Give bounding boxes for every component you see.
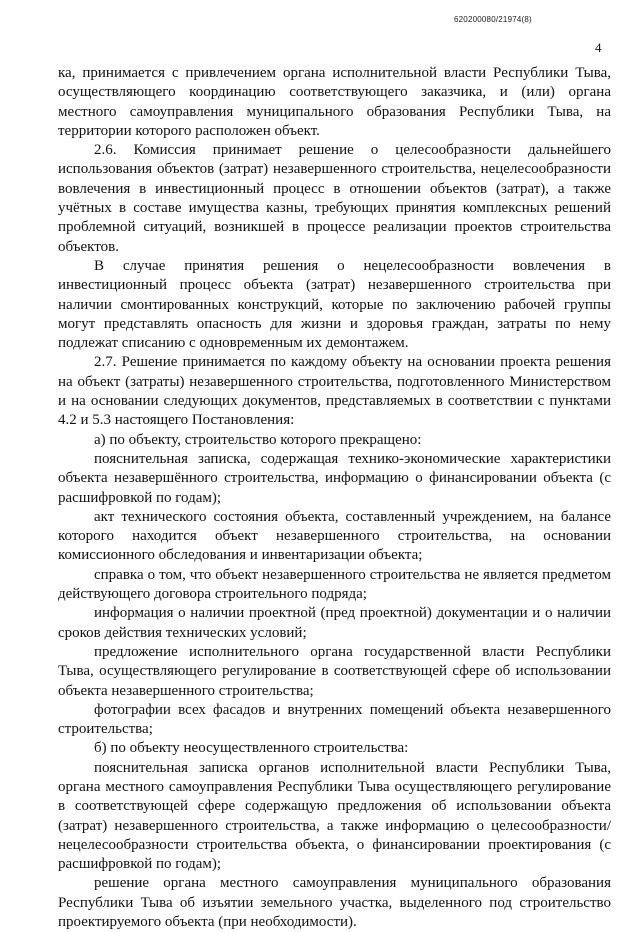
paragraph-inexpediency-case: В случае принятия решения о нецелесообразности вовлечения в инвестиционный процесс объекта (затрат) незавершенного строительства при наличии смонтированных конструкций, которые по заключению рабочей группы могут представлять опасность для жизни и здоровья граждан, затраты по нему подлежат списанию с одновременным их демонтажем.	[58, 257, 611, 352]
paragraph-clause-2-6: 2.6. Комиссия принимает решение о целесообразности дальнейшего использования объектов (затрат) незавершенного строительства, нецелесообразности вовлечения в инвестиционный процесс в отношении объектов (затрат), а также учётных в составе имущества казны, требующих принятия комплексных решений проблемной ситуаций, возникшей в процессе реализации проектов строительства объектов.	[58, 142, 611, 255]
list-item-photographs: фотографии всех фасадов и внутренних помещений объекта незавершенного строительства;	[58, 701, 611, 738]
list-item-executive-proposal: предложение исполнительного органа государственной власти Республики Тыва, осуществляющего регулирование в соответствующей сфере об использовании объекта незавершенного строительства;	[58, 643, 611, 699]
document-registration-number: 620200080/21974(8)	[454, 15, 532, 24]
paragraph-clause-2-7: 2.7. Решение принимается по каждому объекту на основании проекта решения на объект (затраты) незавершенного строительства, подготовленного Министерством и на основании следующих документов, представляемых в соответствии с пунктами 4.2 и 5.3 настоящего Постановления:	[58, 354, 611, 429]
document-body	[58, 64, 611, 932]
subclause-a-heading: а) по объекту, строительство которого прекращено:	[94, 431, 422, 448]
list-item-explanatory-note: пояснительная записка, содержащая технико-экономические характеристики объекта незавершённого строительства, информацию о финансировании объекта (с расшифровкой по годам);	[58, 450, 611, 506]
list-item-contract-certificate: справка о том, что объект незавершенного строительства не является предметом действующего договора строительного подряда;	[58, 566, 611, 603]
page-number: 4	[595, 40, 602, 55]
list-item-design-documentation-info: информация о наличии проектной (пред проектной) документации и о наличии сроков действия технических условий;	[58, 605, 611, 641]
subclause-b-heading: б) по объекту неосуществленного строительства:	[94, 740, 409, 757]
list-item-authorities-explanatory-note: пояснительная записка органов исполнительной власти Республики Тыва, органа местного самоуправления Республики Тыва осуществляющего регулирование в соответствующей сфере содержащую предложения об использовании объекта (затрат) незавершенного строительства, а также информацию о целесообразности/нецелесообразности строительства объекта, о финансировании проектирования (с расшифровкой по годам);	[58, 759, 611, 873]
list-item-land-withdrawal-decision: решение органа местного самоуправления муниципального образования Республики Тыва об изъятии земельного участка, выделенного под строительство проектируемого объекта (при необходимости).	[58, 875, 611, 931]
paragraph-continuation: ка, принимается с привлечением органа исполнительной власти Республики Тыва, осуществляющего координацию соответствующего заказчика, и (или) органа местного самоуправления муниципального образования Республики Тыва, на территории которого расположен объект.	[58, 65, 611, 139]
list-item-technical-condition-act: акт технического состояния объекта, составленный учреждением, на балансе которого находится объект незавершенного строительства, на основании комиссионного обследования и инвентаризации объекта;	[58, 508, 611, 564]
